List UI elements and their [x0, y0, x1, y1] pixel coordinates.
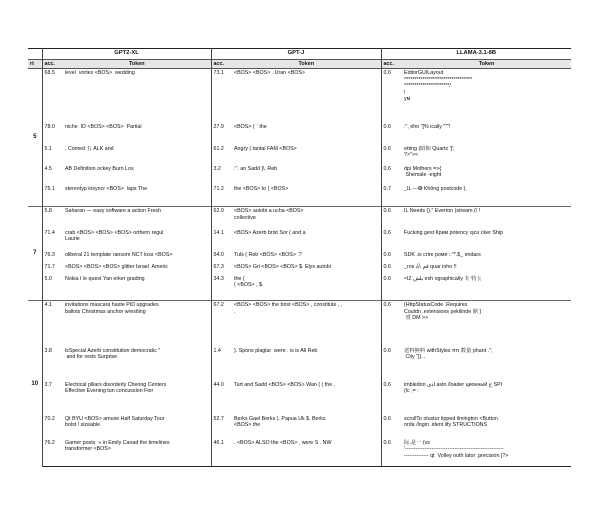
column-header-acc: acc.	[211, 59, 232, 69]
token-cell: <BOS> <BOS> the brist <BOS> , constitute , , .	[232, 301, 381, 347]
results-table-container	[28, 48, 571, 467]
accuracy-cell: 3.7	[44, 381, 52, 388]
accuracy-cell: 5.8	[42, 207, 63, 229]
accuracy-cell: 1.4	[213, 347, 221, 354]
accuracy-cell: 54.0	[213, 251, 224, 258]
token-cell: Berks Gael Berks ). Papua Uk $. Berks <BOS> the	[232, 415, 381, 439]
token-cell: <BOS> <BOS> <BOS> glitter Israel Americ	[63, 263, 211, 275]
accuracy-cell: 5.0	[44, 275, 52, 282]
token-cell: :", ého "[% ically """!	[404, 123, 451, 130]
table-row	[28, 145, 571, 165]
table-row	[28, 415, 571, 439]
column-header-token: Token	[402, 59, 571, 69]
accuracy-cell: 14.1	[213, 229, 224, 236]
accuracy-cell: 4.5	[44, 165, 52, 172]
accuracy-cell: 75.1	[44, 185, 55, 192]
accuracy-cell: 0.6	[383, 229, 391, 236]
accuracy-cell: 0.6	[383, 275, 391, 282]
column-header-row	[28, 59, 571, 69]
accuracy-cell: 0.6	[383, 263, 391, 270]
model-header-gptj: GPT-J	[211, 49, 381, 60]
accuracy-cell: 71.7	[44, 263, 55, 270]
accuracy-cell: 67.3	[213, 263, 224, 270]
token-cell: <BOS> <BOS> . Uran <BOS>	[232, 69, 381, 123]
token-cell: imbledon ادی asto /loader ционный ج SPI (lc ,= :	[404, 381, 503, 394]
token-cell: 际,是一 (vs '-------------------------------------------------------- -------------- qt Volley outh lator .precision ]?>	[402, 439, 571, 467]
accuracy-cell: 76.3	[44, 251, 55, 258]
model-header-llama: LLAMA-3.1-8B	[381, 49, 571, 60]
table-row	[28, 123, 571, 145]
column-header-acc: acc.	[381, 59, 402, 69]
token-cell: , Comed 五 ALK and	[63, 145, 211, 165]
token-cell: 送料無料 withStyles ππ 数量 phant ."; City "]). ,	[404, 347, 493, 360]
token-cell: (HttpStatusCode .Requires Couldn .extensions şekilinde 鼎 ] 赏 DM >>	[402, 301, 571, 347]
accuracy-cell: 34.3	[213, 275, 224, 282]
accuracy-cell: 3.8	[44, 347, 52, 354]
accuracy-cell: 76.2	[42, 439, 63, 467]
results-body	[28, 69, 571, 467]
table-row	[28, 251, 571, 263]
accuracy-cell: 0.6	[381, 439, 402, 467]
table-row	[28, 381, 571, 415]
table-row	[28, 275, 571, 301]
table-row	[28, 229, 571, 251]
token-cell: _IL ---❂ Không postcode ).	[404, 185, 467, 192]
accuracy-cell: 46.1	[211, 439, 232, 467]
token-cell: stereotyp iosyncr <BOS> laps The	[63, 185, 211, 207]
token-cell: ). Spons plaglar were . is is All Reb	[232, 347, 381, 381]
accuracy-cell: 0.6	[383, 251, 391, 258]
token-cell: Qt BYU <BOS> amuse Half Saturday Tour bolst ! sizeable	[63, 415, 211, 439]
table-row	[28, 347, 571, 381]
accuracy-cell: 52.7	[213, 415, 224, 422]
token-cell: Saharan — easy software a action Fresh	[63, 207, 211, 229]
accuracy-cell: 0.6	[381, 69, 402, 123]
column-header-token: Token	[232, 59, 381, 69]
token-cell: Fucking gest Крим potency ışcu cker Ship	[404, 229, 503, 236]
token-cell: niche ID <BOS> <BOS> Partial	[63, 123, 211, 145]
table-row	[28, 165, 571, 185]
accuracy-cell: 27.9	[213, 123, 224, 130]
token-cell: Electrical pillars disorderly Cheong Centers Effective Evening tun concussion Fior	[63, 381, 211, 415]
token-cell: <BOS> Azerb brist Sor ( and a	[232, 229, 381, 251]
token-cell: isSpecial Azerb constitution democratic " and for rests Surprise	[63, 347, 211, 381]
token-cell: EditorGUILayout ********************************* **********************/ ! ум	[402, 69, 571, 123]
accuracy-cell: 3.2	[213, 165, 221, 172]
table-row	[28, 263, 571, 275]
token-cell: IL Needs ()." Everton (stream (\ !	[402, 207, 571, 229]
rt-group-label: 10	[28, 301, 42, 467]
table-row	[28, 439, 571, 467]
accuracy-cell: 78.0	[44, 123, 55, 130]
accuracy-cell: 5.1	[44, 145, 52, 152]
token-cell: level vortex <BOS> wedding	[63, 69, 211, 123]
token-cell: ≈IZ بلش exh ographically 专 特 );	[404, 275, 482, 282]
accuracy-cell: 68.5	[42, 69, 63, 123]
token-cell: <BOS> Gri <BOS> <BOS> $. Elys autobi	[232, 263, 381, 275]
token-cell: :". an Sadd ]\. Reb	[232, 165, 381, 185]
token-results-table	[28, 48, 571, 467]
rt-group-label: 7	[28, 207, 42, 301]
token-cell: Nokia I le quest Yan erker grading	[63, 275, 211, 301]
token-cell: . <BOS> ALSO the <BOS> , were S . NW	[232, 439, 381, 467]
model-header-row	[28, 49, 571, 60]
accuracy-cell: 0.6	[383, 381, 391, 388]
accuracy-cell: 70.2	[44, 415, 55, 422]
table-row	[28, 207, 571, 229]
token-cell: oliberal 21 template ransom NCT loss <BOS>	[63, 251, 211, 263]
accuracy-cell: 0.6	[383, 165, 391, 172]
model-header-gpt2xl: GPT2-XL	[42, 49, 211, 60]
accuracy-cell: 0.6	[383, 415, 391, 422]
token-cell: the <BOS> to ( <BOS>	[232, 185, 381, 207]
token-cell: crab <BOS> <BOS> <BOS> orthern regul Laurie	[63, 229, 211, 251]
token-cell: Angry ( tantal FAM <BOS>	[232, 145, 381, 165]
accuracy-cell: 71.2	[213, 185, 224, 192]
token-cell: SDK .is crire роме ::"*.$_ endars	[404, 251, 481, 258]
accuracy-cell: 0.6	[383, 145, 391, 152]
accuracy-cell: 4.1	[42, 301, 63, 347]
accuracy-cell: 44.0	[213, 381, 224, 388]
token-cell: invitations mascara haste PID upgrades ballots Christmas anchor wrestling	[63, 301, 211, 347]
accuracy-cell: 71.4	[44, 229, 55, 236]
column-header-acc: acc.	[42, 59, 63, 69]
accuracy-cell: 0.6	[381, 301, 402, 347]
column-header-rt: rt	[28, 59, 42, 69]
accuracy-cell: 0.6	[383, 123, 391, 130]
accuracy-cell: 0.6	[381, 207, 402, 229]
accuracy-cell: 73.1	[211, 69, 232, 123]
token-cell: _ros 品 قم quar inho !!	[404, 263, 457, 270]
token-cell: the ( ( <BOS> , $.	[232, 275, 381, 301]
accuracy-cell: 62.0	[211, 207, 232, 229]
token-cell: dpi Mothers =>{ Shemale -eight	[404, 165, 442, 178]
table-row	[28, 301, 571, 347]
token-cell: scrollTo olustur tipped ilmington <Button orda /login .ident lify STRUCTIONS	[404, 415, 498, 428]
rt-group-label: 5	[28, 69, 42, 207]
column-header-token: Token	[63, 59, 211, 69]
table-row	[28, 185, 571, 207]
token-cell: AB Definition ockey Burn Los	[63, 165, 211, 185]
token-cell: Tuls ( Reb <BOS> <BOS> フ	[232, 251, 381, 263]
token-cell: Tart and Sadd <BOS> <BOS> Wan ( ( the ,	[232, 381, 381, 415]
header-spacer	[28, 49, 42, 60]
table-row	[28, 69, 571, 123]
accuracy-cell: 67.2	[211, 301, 232, 347]
accuracy-cell: 0.6	[383, 347, 391, 354]
token-cell: <BOS> ( ` the	[232, 123, 381, 145]
token-cell: <BOS> autobi a ucha <BOS> collective	[232, 207, 381, 229]
token-cell: Gamer posts » in Emily Canad the timelines transformer <BOS>	[63, 439, 211, 467]
token-cell: etting (昭和 Quartz ']'; ?>"><	[404, 145, 455, 158]
accuracy-cell: 0.7	[383, 185, 391, 192]
accuracy-cell: 61.2	[213, 145, 224, 152]
